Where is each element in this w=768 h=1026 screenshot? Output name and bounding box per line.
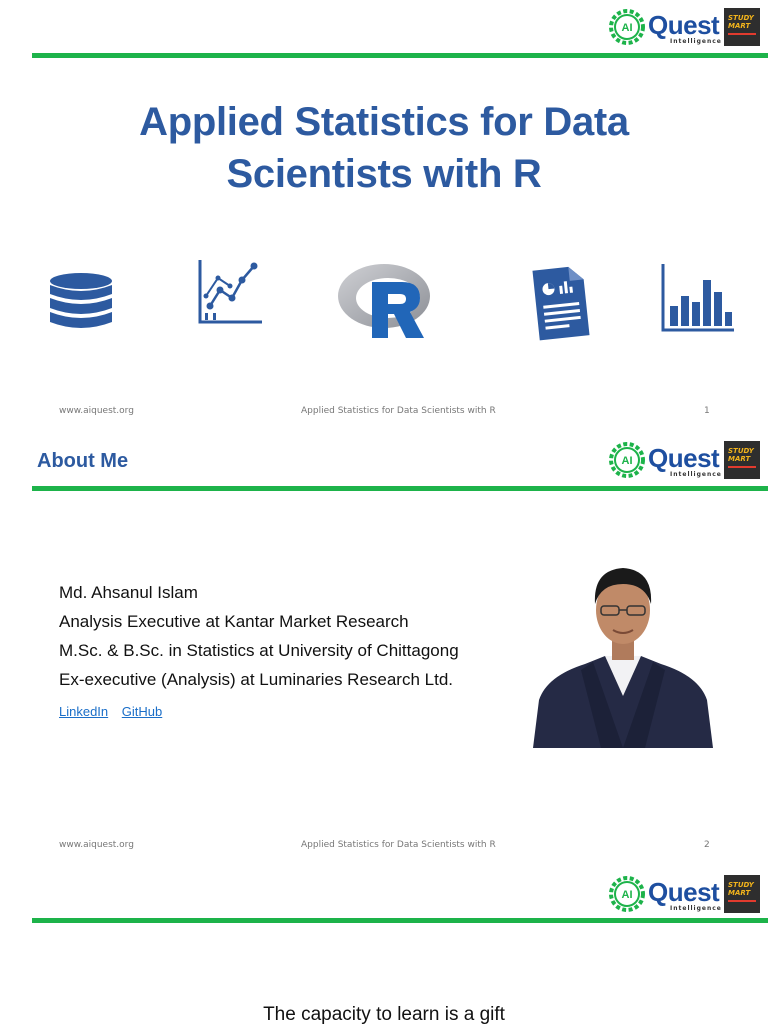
database-icon: [48, 272, 114, 334]
aiquest-logo: [608, 8, 768, 48]
logo-wordmark: Quest: [648, 877, 720, 907]
footer-title: Applied Statistics for Data Scientists with R: [301, 406, 496, 416]
study-mart-badge: STUDY MART: [724, 441, 760, 479]
bio-role: Analysis Executive at Kantar Market Research: [59, 612, 409, 631]
profile-photo: [533, 564, 713, 748]
header-rule: [32, 53, 768, 58]
study-mart-badge: STUDY MART: [724, 875, 760, 913]
footer-title: Applied Statistics for Data Scientists with R: [301, 840, 496, 850]
aiquest-logo: [608, 441, 768, 481]
svg-text:AI: AI: [621, 455, 633, 467]
r-logo-icon: [336, 262, 432, 340]
gear-ai-icon: [608, 441, 646, 479]
slide-3: [0, 868, 768, 1024]
bar-chart-icon: [660, 262, 736, 334]
study-mart-badge: STUDY MART: [724, 8, 760, 46]
quote-text: The capacity to learn is a gift: [263, 1004, 505, 1025]
bio-name: Md. Ahsanul Islam: [59, 583, 198, 602]
github-link[interactable]: GitHub: [121, 704, 163, 719]
header-rule: [32, 918, 768, 923]
header-rule: [32, 486, 768, 491]
logo-tagline: Intelligence: [670, 38, 722, 45]
page-number: 1: [704, 406, 710, 416]
slide-2: [0, 434, 768, 868]
footer-url: www.aiquest.org: [59, 406, 134, 416]
bio-block: [59, 578, 459, 694]
page-number: 2: [704, 840, 710, 850]
logo-wordmark: Quest: [648, 10, 720, 40]
linkedin-link[interactable]: LinkedIn: [59, 704, 109, 719]
gear-ai-icon: [608, 8, 646, 46]
footer-url: www.aiquest.org: [59, 840, 134, 850]
svg-text:AI: AI: [621, 889, 633, 901]
gear-ai-icon: [608, 875, 646, 913]
logo-tagline: Intelligence: [670, 471, 722, 478]
profile-links: [59, 704, 172, 719]
aiquest-logo: [608, 875, 768, 915]
line-chart-icon: [196, 258, 264, 326]
bio-education: M.Sc. & B.Sc. in Statistics at University of Chittagong: [59, 641, 459, 660]
slide-title: Applied Statistics for Data Scientists with R: [139, 100, 629, 196]
svg-text:AI: AI: [621, 22, 633, 34]
logo-wordmark: Quest: [648, 443, 720, 473]
slide-heading: About Me: [37, 450, 129, 472]
report-document-icon: [528, 264, 592, 342]
logo-tagline: Intelligence: [670, 905, 722, 912]
slide-1: [0, 0, 768, 434]
bio-previous-role: Ex-executive (Analysis) at Luminaries Research Ltd.: [59, 670, 453, 689]
